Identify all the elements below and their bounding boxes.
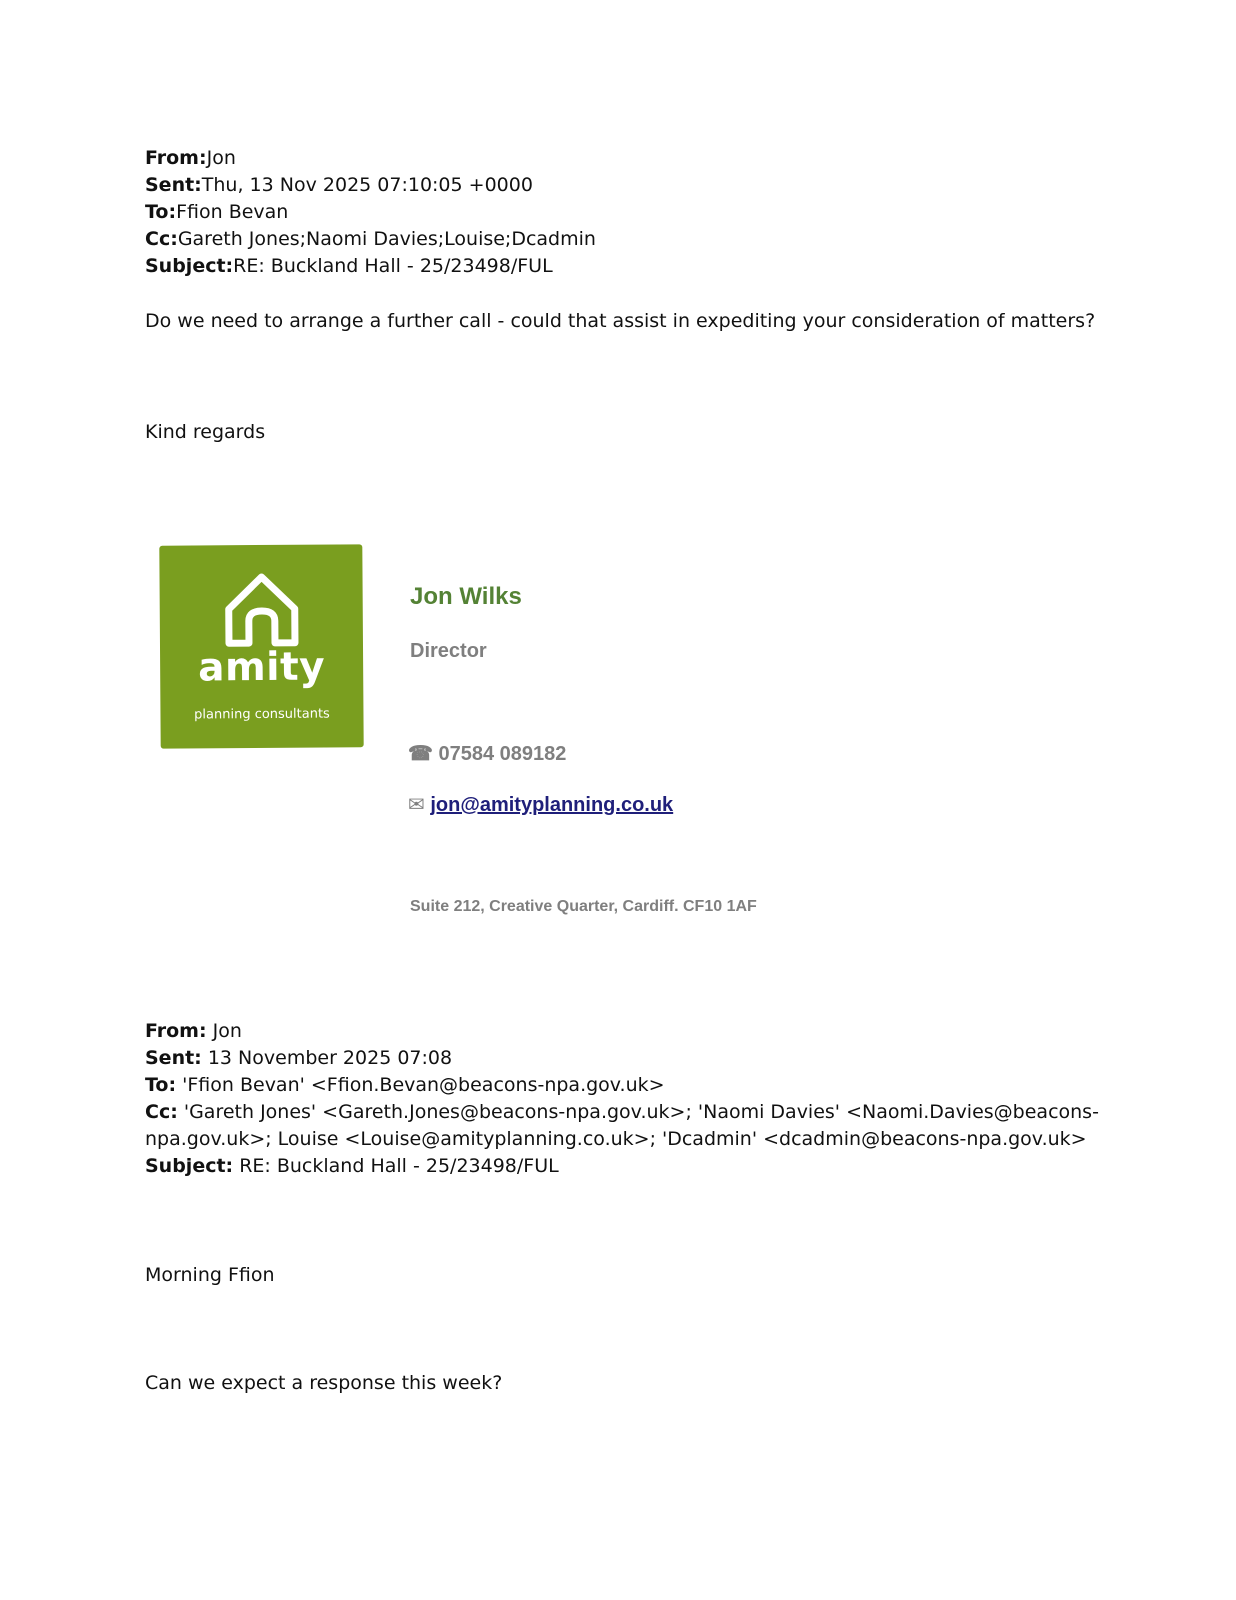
sent-label: Sent: <box>145 174 202 196</box>
signature-name: Jon Wilks <box>410 583 522 610</box>
subject-value: RE: Buckland Hall - 25/23498/FUL <box>239 1155 559 1177</box>
email-closing: Kind regards <box>145 421 266 443</box>
from-label: From: <box>145 1020 207 1042</box>
subject-label: Subject: <box>145 255 234 277</box>
house-icon <box>222 571 301 648</box>
cc-line-continued <box>145 1126 1087 1153</box>
cc-line <box>145 226 596 253</box>
quoted-email-greeting: Morning Ffion <box>145 1264 275 1286</box>
sent-value: 13 November 2025 07:08 <box>207 1047 453 1069</box>
from-line <box>145 145 596 172</box>
cc-line <box>145 1099 1099 1126</box>
email-header <box>145 145 596 280</box>
sent-line <box>145 1045 1045 1072</box>
email-body: Do we need to arrange a further call - could that assist in expediting your consideration of matters? <box>145 310 1096 332</box>
from-value: Jon <box>206 147 236 169</box>
from-line <box>145 1018 1045 1045</box>
subject-label: Subject: <box>145 1155 234 1177</box>
cc-value-line2: npa.gov.uk>; Louise <Louise@amityplanning.co.uk>; 'Dcadmin' <dcadmin@beacons-npa.gov.uk> <box>145 1128 1087 1150</box>
sent-label: Sent: <box>145 1047 202 1069</box>
cc-label: Cc: <box>145 1101 178 1123</box>
to-line <box>145 199 596 226</box>
email-link[interactable]: jon@amityplanning.co.uk <box>430 794 674 816</box>
sent-line <box>145 172 596 199</box>
company-logo <box>159 544 363 748</box>
to-label: To: <box>145 201 177 223</box>
cc-value: Gareth Jones;Naomi Davies;Louise;Dcadmin <box>177 228 596 250</box>
to-line <box>145 1072 1045 1099</box>
to-label: To: <box>145 1074 177 1096</box>
subject-line <box>145 1153 1045 1180</box>
quoted-email-body: Can we expect a response this week? <box>145 1372 503 1394</box>
to-value: 'Ffion Bevan' <Ffion.Bevan@beacons-npa.gov.uk> <box>182 1074 665 1096</box>
signature-address: Suite 212, Creative Quarter, Cardiff. CF10 1AF <box>410 898 757 915</box>
from-label: From: <box>145 147 207 169</box>
cc-label: Cc: <box>145 228 178 250</box>
sent-value: Thu, 13 Nov 2025 07:10:05 +0000 <box>201 174 533 196</box>
phone-icon: ☎ <box>408 743 433 765</box>
envelope-icon: ✉ <box>408 794 425 816</box>
signature-phone <box>408 741 566 766</box>
subject-value: RE: Buckland Hall - 25/23498/FUL <box>233 255 553 277</box>
cc-value-line1: 'Gareth Jones' <Gareth.Jones@beacons-npa.gov.uk>; 'Naomi Davies' <Naomi.Davies@beacons- <box>183 1101 1099 1123</box>
logo-tagline: planning consultants <box>194 706 330 723</box>
signature-email <box>408 792 673 817</box>
from-value: Jon <box>212 1020 242 1042</box>
to-value: Ffion Bevan <box>176 201 289 223</box>
phone-number: 07584 089182 <box>438 743 567 765</box>
quoted-email-header <box>145 1018 1099 1180</box>
logo-brand: amity <box>198 644 326 691</box>
signature-role: Director <box>410 640 487 662</box>
subject-line <box>145 253 596 280</box>
